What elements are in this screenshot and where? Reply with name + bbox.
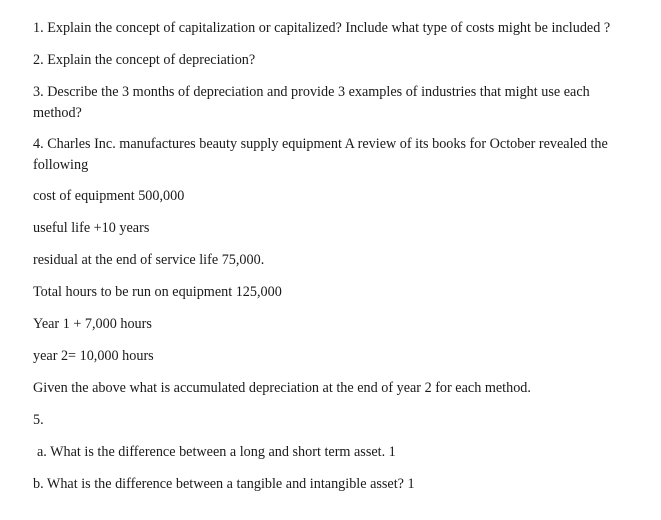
question-5: 5. [33, 412, 44, 428]
question-5a: a. What is the difference between a long and short term asset. 1 [37, 444, 396, 460]
question-1: 1. Explain the concept of capitalization or capitalized? Include what type of costs might be included ? [33, 20, 611, 36]
given-question: Given the above what is accumulated depreciation at the end of year 2 for each method. [33, 380, 531, 396]
question-2: 2. Explain the concept of depreciation? [33, 52, 256, 68]
useful-life: useful life +10 years [33, 220, 150, 236]
question-3-line-1: 3. Describe the 3 months of depreciation and provide 3 examples of industries that might use each [33, 84, 590, 100]
question-4-line-2: following [33, 157, 89, 173]
question-5b: b. What is the difference between a tangible and intangible asset? 1 [33, 476, 415, 492]
question-4-line-1: 4. Charles Inc. manufactures beauty supply equipment A review of its books for October revealed the [33, 136, 608, 152]
question-3-line-2: method? [33, 105, 82, 121]
total-hours: Total hours to be run on equipment 125,000 [33, 284, 282, 300]
residual-value: residual at the end of service life 75,000. [33, 252, 265, 268]
equipment-cost: cost of equipment 500,000 [33, 188, 185, 204]
year-2-hours: year 2= 10,000 hours [33, 348, 154, 364]
year-1-hours: Year 1 + 7,000 hours [33, 316, 152, 332]
